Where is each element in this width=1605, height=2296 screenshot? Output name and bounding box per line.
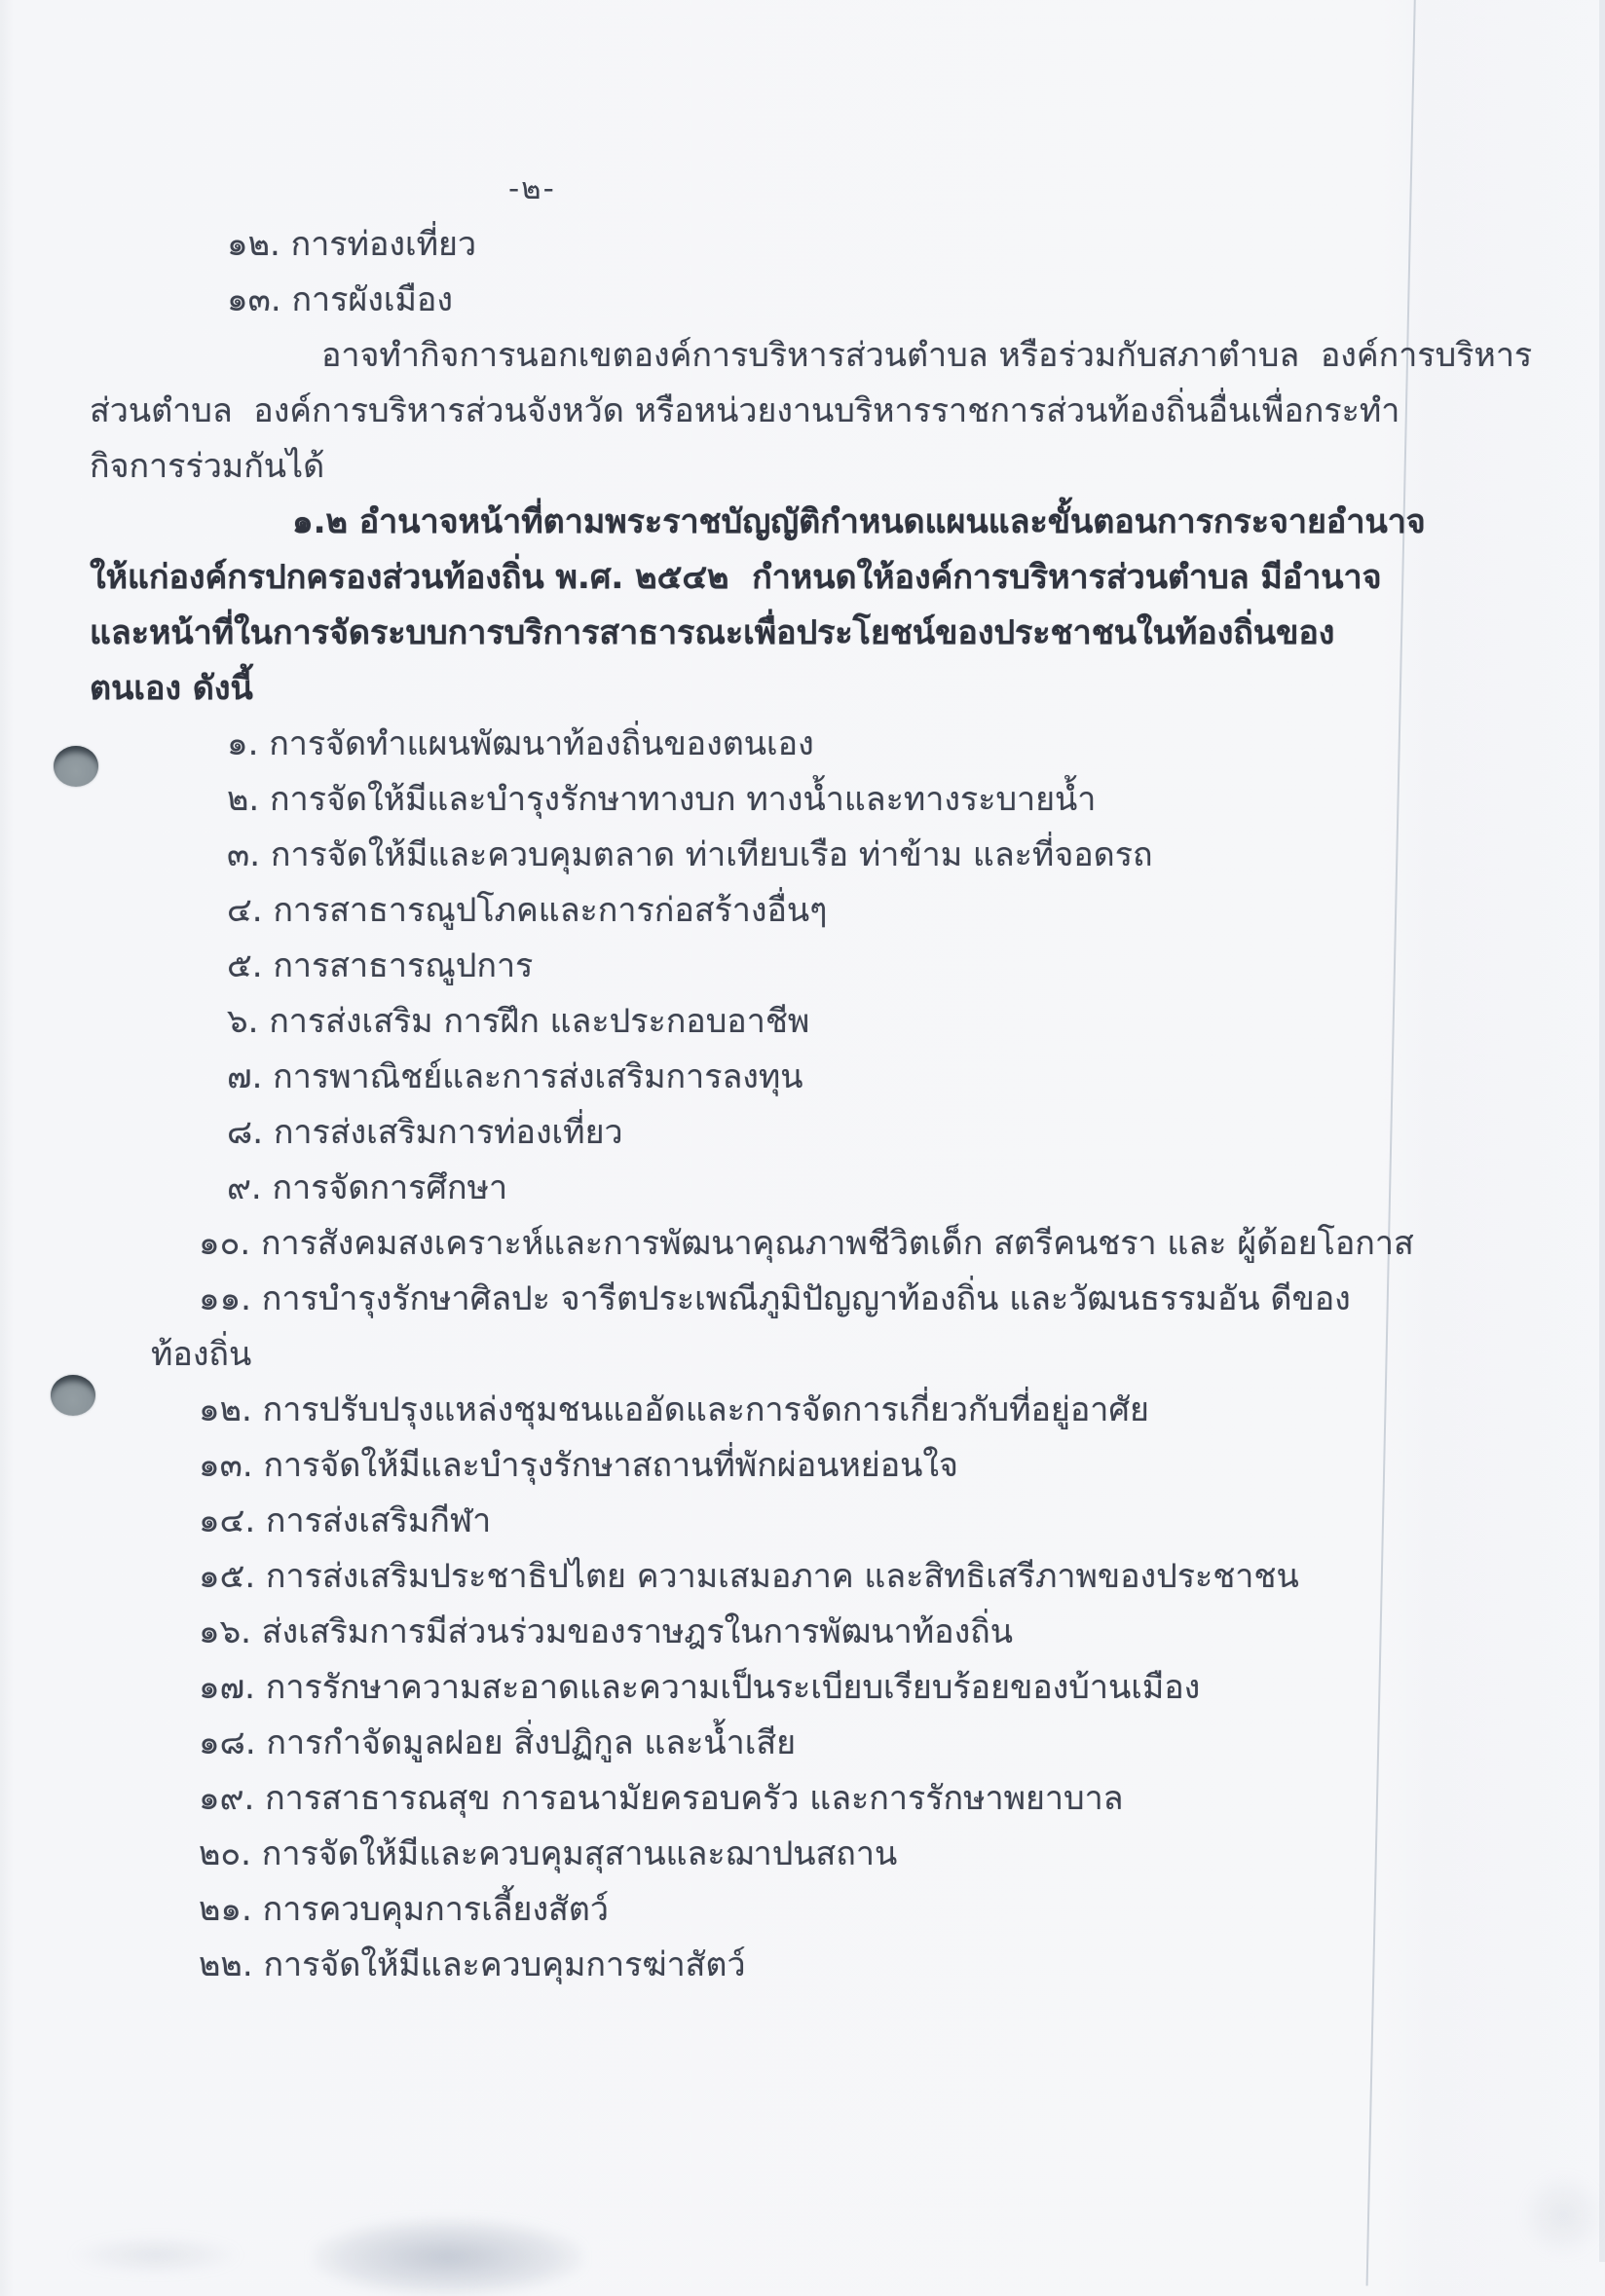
text-line: ๒๒. การจัดให้มีและควบคุมการฆ่าสัตว์ [199, 1945, 746, 1984]
document-text-block [0, 220, 1605, 1996]
text-line: ๑๐. การสังคมสงเคราะห์และการพัฒนาคุณภาพชีวิตเด็ก สตรีคนชรา และ ผู้ด้อยโอกาส [199, 1224, 1414, 1263]
text-line: ๑๓. การจัดให้มีและบำรุงรักษาสถานที่พักผ่อนหย่อนใจ [199, 1446, 958, 1485]
text-line: ๑๕. การส่งเสริมประชาธิปไตย ความเสมอภาค และสิทธิเสรีภาพของประชาชน [199, 1557, 1299, 1596]
text-line: ๑๘. การกำจัดมูลฝอย สิ่งปฏิกูล และน้ำเสีย [199, 1723, 796, 1762]
text-line: ๖. การส่งเสริม การฝึก และประกอบอาชีพ [227, 1002, 810, 1041]
text-line: อาจทำกิจการนอกเขตองค์การบริหารส่วนตำบล หรือร่วมกับสภาตำบล องค์การบริหาร [321, 336, 1533, 375]
text-line: ๙. การจัดการศึกษา [227, 1168, 508, 1207]
text-line: ๑๖. ส่งเสริมการมีส่วนร่วมของราษฎรในการพัฒนาท้องถิ่น [199, 1612, 1014, 1651]
text-line: ๑๒. การท่องเที่ยว [227, 225, 477, 264]
text-line: ๘. การส่งเสริมการท่องเที่ยว [227, 1113, 623, 1152]
text-line: ตนเอง ดังนี้ [90, 669, 253, 708]
text-line: ๗. การพาณิชย์และการส่งเสริมการลงทุน [227, 1057, 803, 1096]
text-line: ๑๒. การปรับปรุงแหล่งชุมชนแออัดและการจัดการเกี่ยวกับที่อยู่อาศัย [199, 1390, 1149, 1429]
text-line: ๑.๒ อำนาจหน้าที่ตามพระราชบัญญัติกำหนดแผนและขั้นตอนการกระจายอำนาจ [292, 502, 1426, 541]
hole-punch-top [54, 746, 98, 787]
text-line: ท้องถิ่น [151, 1335, 252, 1374]
text-line: ๑๓. การผังเมือง [227, 280, 453, 319]
text-line: ๓. การจัดให้มีและควบคุมตลาด ท่าเทียบเรือ ท่าข้าม และที่จอดรถ [227, 835, 1153, 874]
text-line: ๒๐. การจัดให้มีและควบคุมสุสานและฌาปนสถาน [199, 1834, 898, 1873]
text-line: และหน้าที่ในการจัดระบบการบริการสาธารณะเพื่อประโยชน์ของประชาชนในท้องถิ่นของ [90, 613, 1335, 652]
text-line: ให้แก่องค์กรปกครองส่วนท้องถิ่น พ.ศ. ๒๕๔๒ กำหนดให้องค์การบริหารส่วนตำบล มีอำนาจ [90, 558, 1382, 597]
text-line: ๔. การสาธารณูปโภคและการก่อสร้างอื่นๆ [227, 891, 828, 930]
text-line: ๑๔. การส่งเสริมกีฬา [199, 1501, 492, 1540]
hole-punch-bottom [51, 1375, 95, 1416]
scan-smudge-bottom-left [312, 2218, 584, 2296]
text-line: ๑๑. การบำรุงรักษาศิลปะ จารีตประเพณีภูมิปัญญาท้องถิ่น และวัฒนธรรมอัน ดีของ [199, 1279, 1351, 1318]
text-line: กิจการร่วมกันได้ [90, 447, 325, 486]
text-line: ๑. การจัดทำแผนพัฒนาท้องถิ่นของตนเอง [227, 724, 814, 763]
scan-smudge-bottom-far-left [68, 2236, 243, 2275]
text-line: ๒๑. การควบคุมการเลี้ยงสัตว์ [199, 1890, 609, 1929]
scan-smudge-bottom-right [1519, 2171, 1605, 2259]
text-line: ๒. การจัดให้มีและบำรุงรักษาทางบก ทางน้ำและทางระบายน้ำ [227, 780, 1097, 819]
text-line: ๑๗. การรักษาความสะอาดและความเป็นระเบียบเรียบร้อยของบ้านเมือง [199, 1668, 1201, 1707]
page-number: -๒- [508, 171, 556, 206]
text-line: ๑๙. การสาธารณสุข การอนามัยครอบครัว และการรักษาพยาบาล [199, 1779, 1124, 1818]
text-line: ๕. การสาธารณูปการ [227, 946, 534, 985]
text-line: ส่วนตำบล องค์การบริหารส่วนจังหวัด หรือหน่วยงานบริหารราชการส่วนท้องถิ่นอื่นเพื่อกระทำ [90, 391, 1400, 430]
